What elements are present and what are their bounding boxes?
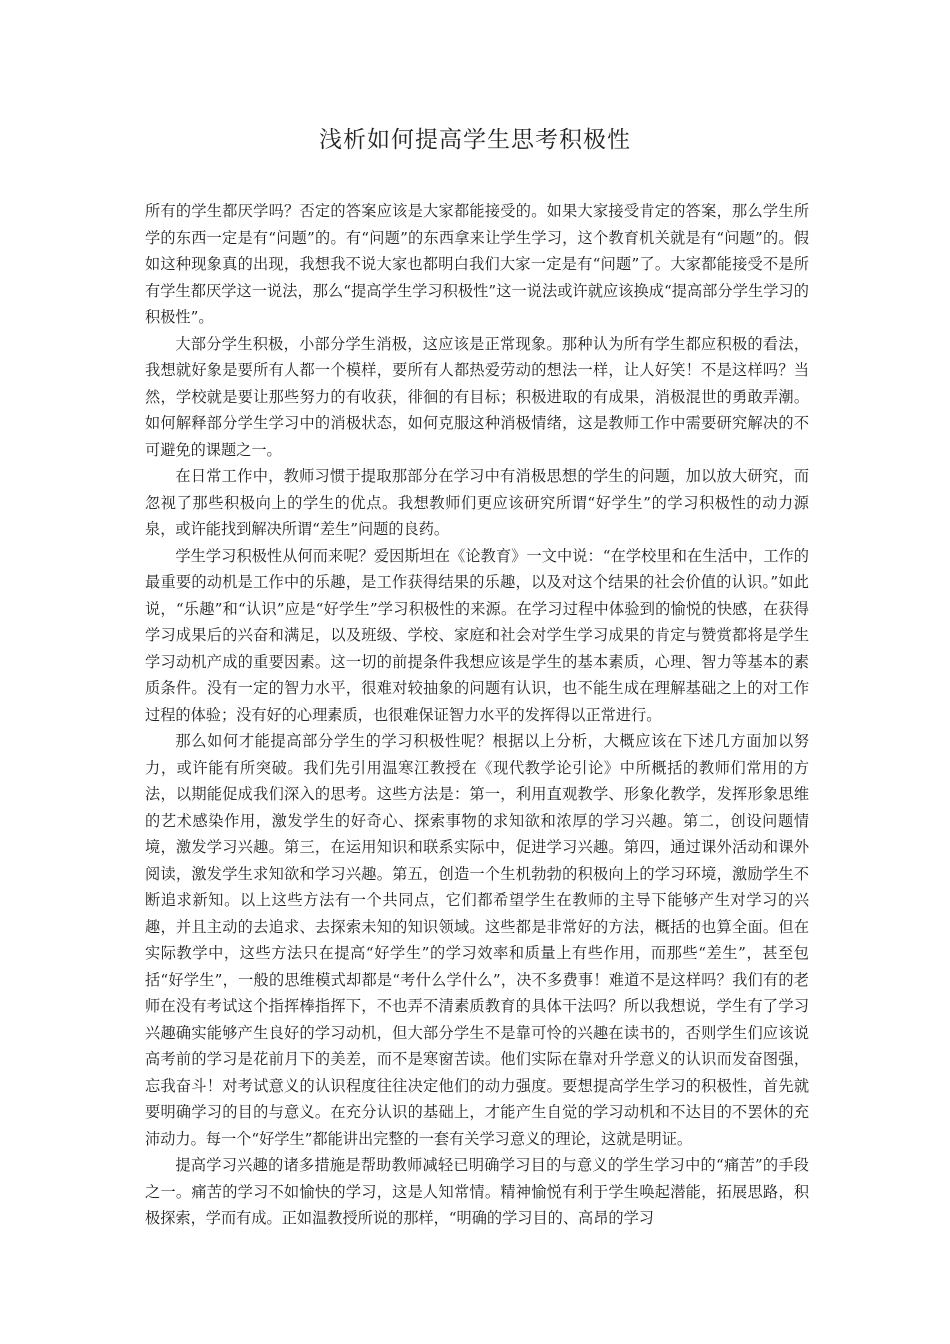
- paragraph: 提高学习兴趣的诸多措施是帮助教师减轻已明确学习目的与意义的学生学习中的“痛苦”的手段之一。痛苦的学习不如愉快的学习，这是人知常情。精神愉悦有利于学生唤起潜能，拓展思路，积极探索，学而有成。正如温教授所说的那样，“明确的学习目的、高昂的学习: [145, 1156, 809, 1227]
- paragraph: 那么如何才能提高部分学生的学习积极性呢？根据以上分析，大概应该在下述几方面加以努力，或许能有所突破。我们先引用温寒江教授在《现代教学论引论》中所概括的教师们常用的方法，以期能促成我们深入的思考。这些方法是：第一，利用直观教学、形象化教学，发挥形象思维的艺术感染作用，激发学生的好奇心、探索事物的求知欲和浓厚的学习兴趣。第二，创设问题情境，激发学习兴趣。第三，在运用知识和联系实际中，促进学习兴趣。第四，通过课外活动和课外阅读，激发学生求知欲和学习兴趣。第五，创造一个生机勃勃的积极向上的学习环境，激励学生不断追求新知。以上这些方法有一个共同点，它们都希望学生在教师的主导下能够产生对学习的兴趣，并且主动的去追求、去探索未知的知识领域。这些都是非常好的方法，概括的也算全面。但在实际教学中，这些方法只在提高“好学生”的学习效率和质量上有些作用，而那些“差生”，甚至包括“好学生”，一般的思维模式却都是“考什么学什么”，决不多费事！难道不是这样吗？我们有的老师在没有考试这个指挥棒指挥下，不也弄不清素质教育的具体干法吗？所以我想说，学生有了学习兴趣确实能够产生良好的学习动机，但大部分学生不是靠可怜的兴趣在读书的，否则学生们应该说高考前的学习是花前月下的美差，而不是寒窗苦读。他们实际在靠对升学意义的认识而发奋图强，忘我奋斗！对考试意义的认识程度往往决定他们的动力强度。要想提高学生学习的积极性，首先就要明确学习的目的与意义。在充分认识的基础上，才能产生自觉的学习动机和不达目的不罢休的充沛动力。每一个“好学生”都能讲出完整的一套有关学习意义的理论，这就是明证。: [145, 732, 809, 1148]
- document-title: 浅析如何提高学生思考积极性: [319, 127, 631, 153]
- paragraph: 在日常工作中，教师习惯于提取那部分在学习中有消极思想的学生的问题，加以放大研究，而忽视了那些积极向上的学生的优点。我想教师们更应该研究所谓“好学生”的学习积极性的动力源泉，或许能找到解决所谓“差生”问题的良药。: [145, 467, 809, 538]
- paragraph: 学生学习积极性从何而来呢？爱因斯坦在《论教育》一文中说：“在学校里和在生活中，工作的最重要的动机是工作中的乐趣，是工作获得结果的乐趣，以及对这个结果的社会价值的认识。”如此说，“乐趣”和“认识”应是“好学生”学习积极性的来源。在学习过程中体验到的愉悦的快感，在获得学习成果后的兴奋和满足，以及班级、学校、家庭和社会对学生学习成果的肯定与赞赏都将是学生学习动机产成的重要因素。这一切的前提条件我想应该是学生的基本素质，心理、智力等基本的素质条件。没有一定的智力水平，很难对较抽象的问题有认识，也不能生成在理解基础之上的对工作过程的体验；没有好的心理素质，也很难保证智力水平的发挥得以正常进行。: [145, 546, 809, 724]
- document-body: [145, 198, 809, 1232]
- paragraph: 大部分学生积极，小部分学生消极，这应该是正常现象。那种认为所有学生都应积极的看法，我想就好象是要所有人都一个模样，要所有人都热爱劳动的想法一样，让人好笑！不是这样吗？当然，学校就是要让那些努力的有收获，徘徊的有目标；积极进取的有成果，消极混世的勇敢弄潮。如何解释部分学生学习中的消极状态，如何克服这种消极情绪，这是教师工作中需要研究解决的不可避免的课题之一。: [145, 334, 809, 459]
- paragraph: 所有的学生都厌学吗？否定的答案应该是大家都能接受的。如果大家接受肯定的答案，那么学生所学的东西一定是有“问题”的。有“问题”的东西拿来让学生学习，这个教育机关就是有“问题”的。假如这种现象真的出现，我想我不说大家也都明白我们大家一定是有“问题”了。大家都能接受不是所有学生都厌学这一说法，那么“提高学生学习积极性”这一说法或许就应该换成“提高部分学生学习的积极性”。: [145, 202, 809, 326]
